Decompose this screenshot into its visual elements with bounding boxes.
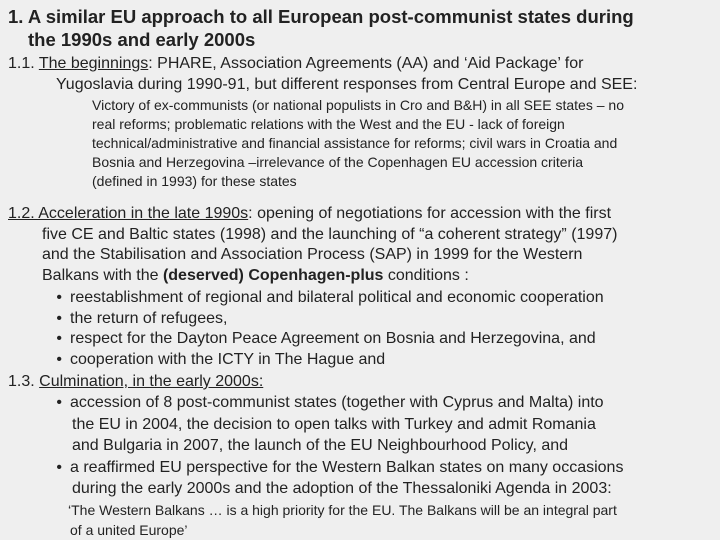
section-1-2-line [8,204,716,225]
quote-line: of a united Europe’ [70,522,188,538]
paragraph-line: real reforms; problematic relations with the West and the EU - lack of foreign [92,116,565,132]
section-heading: 1.2. Acceleration in the late 1990s [8,205,249,222]
section-1-3-line [8,371,716,392]
list-item [8,288,716,309]
section-1-2-line [8,266,716,287]
paragraph-line: Bosnia and Herzegovina –irrelevance of the Copenhagen EU accession criteria [92,154,584,170]
list-item-text: respect for the Dayton Peace Agreement on Bosnia and Herzegovina, and [70,330,596,347]
bullet-icon: • [56,394,62,411]
section-heading: The beginnings [38,55,149,72]
section-1-1-line: Yugoslavia during 1990-91, but different responses from Central Europe and SEE: [56,76,638,93]
paragraph-line: (defined in 1993) for these states [92,173,297,189]
list-item-continuation: during the early 2000s and the adoption of the Thessaloniki Agenda in 2003: [72,480,612,497]
section-1-2-line: and the Stabilisation and Association Process (SAP) in 1999 for the Western [42,246,583,263]
section-heading: Culmination, in the early 2000s: [39,373,264,390]
bullet-icon: • [56,309,62,327]
section-1-1-line [8,53,716,74]
title-line: the 1990s and early 2000s [28,29,256,50]
list-item [8,329,716,350]
bullet-icon: • [56,330,62,347]
list-item-continuation: the EU in 2004, the decision to open talks with Turkey and admit Romania [72,415,596,433]
thessaloniki-quote [68,500,708,540]
section-text: conditions : [383,266,469,284]
bullet-icon: • [56,289,62,306]
section-1-1 [8,53,716,95]
section-1-1-paragraph [92,96,714,191]
list-item-text: cooperation with the ICTY in The Hague and [70,350,386,368]
section-1-2-line: five CE and Baltic states (1998) and the launching of “a coherent strategy” (1997) [42,225,618,243]
paragraph-line: technical/administrative and financial assistance for reforms; civil wars in Croatia and [92,135,618,151]
section-1-3 [8,371,716,392]
quote-line: ‘The Western Balkans … is a high priority for the EU. The Balkans will be an integral part [68,502,617,518]
list-item [8,350,716,371]
list-item [8,457,716,479]
list-item-text: accession of 8 post-communist states (together with Cyprus and Malta) into [70,394,604,411]
copenhagen-plus-emphasis: (deserved) Copenhagen-plus [162,266,384,284]
section-1-3-bullets [8,392,716,500]
section-1-2 [8,204,716,286]
section-number: 1.1. [8,55,39,72]
title-line: 1. A similar EU approach to all European post-communist states during [8,6,634,27]
list-item-continuation: and Bulgaria in 2007, the launch of the EU Neighbourhood Policy, and [72,437,569,454]
paragraph-line: Victory of ex-communists (or national populists in Cro and B&H) in all SEE states – no [92,97,624,113]
bullet-icon: • [56,350,62,368]
list-item-text: the return of refugees, [70,309,228,327]
section-number: 1.3. [8,373,40,390]
section-text: : opening of negotiations for accession with the first [248,205,612,222]
list-item-text: a reaffirmed EU perspective for the Western Balkan states on many occasions [70,458,624,476]
section-1-2-bullets [8,288,716,370]
section-text: Balkans with the [42,266,163,284]
section-text: : PHARE, Association Agreements (AA) and ‘Aid Package’ for [148,55,584,72]
list-item-text: reestablishment of regional and bilateral political and economic cooperation [70,289,604,306]
list-item [8,309,716,330]
bullet-icon: • [56,458,62,476]
list-item [8,392,716,414]
slide-title [8,5,708,51]
